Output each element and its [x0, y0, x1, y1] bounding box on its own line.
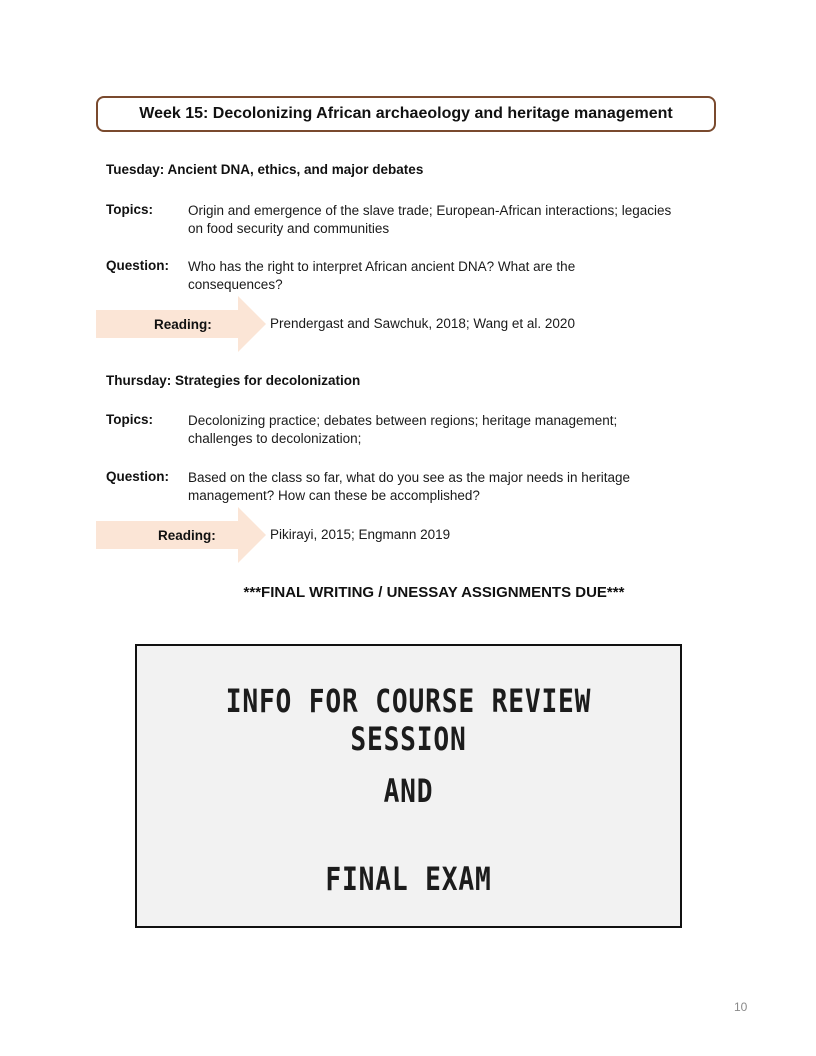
thursday-question-line1: Based on the class so far, what do you see as the major needs in heritage: [188, 470, 631, 485]
thursday-question-label: Question:: [106, 469, 169, 484]
review-line-3: FINAL EXAM: [325, 860, 492, 898]
tuesday-topics-line1: Origin and emergence of the slave trade; European-African interactions; legacies: [188, 203, 672, 218]
page-number: 10: [734, 1000, 748, 1014]
tuesday-topics-label: Topics:: [106, 202, 153, 217]
tuesday-question-line1: Who has the right to interpret African ancient DNA? What are the: [188, 259, 576, 274]
week-title: Week 15: Decolonizing African archaeology and heritage management: [96, 96, 716, 132]
thursday-topics-line1: Decolonizing practice; debates between regions; heritage management;: [188, 413, 618, 428]
tuesday-topics-line2: on food security and communities: [188, 221, 390, 236]
tuesday-topics-text: [188, 202, 728, 238]
thursday-topics-text: [188, 412, 728, 448]
tuesday-question-line2: consequences?: [188, 277, 283, 292]
tuesday-reading-arrow: [96, 296, 266, 352]
tuesday-heading: Tuesday: Ancient DNA, ethics, and major debates: [106, 162, 424, 177]
final-assignments-due: ***FINAL WRITING / UNESSAY ASSIGNMENTS DUE***: [243, 584, 625, 601]
thursday-heading: Thursday: Strategies for decolonization: [106, 373, 361, 388]
tuesday-reading-label: Reading:: [154, 316, 212, 332]
thursday-question-line2: management? How can these be accomplished?: [188, 488, 480, 503]
thursday-question-text: [188, 469, 728, 505]
review-line-1: INFO FOR COURSE REVIEW SESSION: [225, 682, 592, 758]
review-line-2: AND: [383, 772, 434, 810]
thursday-topics-line2: challenges to decolonization;: [188, 431, 362, 446]
tuesday-reading-text: Prendergast and Sawchuk, 2018; Wang et al. 2020: [270, 316, 575, 331]
thursday-topics-label: Topics:: [106, 412, 153, 427]
tuesday-question-label: Question:: [106, 258, 169, 273]
thursday-reading-arrow: [96, 507, 266, 563]
thursday-reading-label: Reading:: [158, 527, 216, 543]
review-session-box: [135, 644, 682, 928]
tuesday-question-text: [188, 258, 728, 294]
thursday-reading-text: Pikirayi, 2015; Engmann 2019: [270, 527, 451, 542]
